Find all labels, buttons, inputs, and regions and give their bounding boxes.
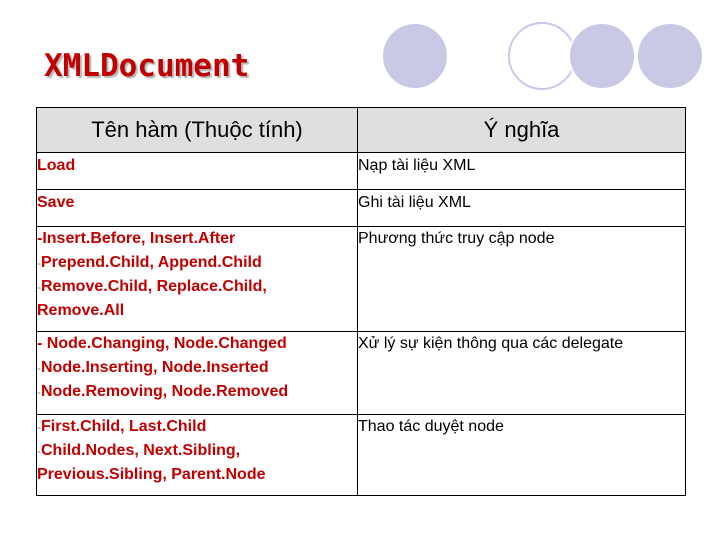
function-line (37, 356, 357, 380)
circle-2 (509, 23, 575, 89)
function-line (37, 275, 357, 299)
meaning-cell (358, 153, 686, 190)
header-function-name: Tên hàm (Thuộc tính) (37, 108, 358, 153)
table-row (37, 332, 686, 415)
function-cell (37, 332, 358, 415)
function-line (37, 251, 357, 275)
header-row (37, 108, 686, 153)
function-line (37, 439, 357, 463)
function-name: Remove.All (37, 302, 125, 319)
circle-3 (569, 23, 635, 89)
xml-document-table (36, 107, 686, 496)
function-cell (37, 153, 358, 190)
function-name: Prepend.Child, Append.Child (41, 254, 262, 271)
bullet-dash: - (37, 361, 41, 375)
header-meaning: Ý nghĩa (358, 108, 686, 153)
slide-title: XMLDocument (44, 48, 250, 84)
meaning-text: Ghi tài liệu XML (358, 194, 471, 211)
circle-4 (637, 23, 703, 89)
meaning-cell (358, 332, 686, 415)
function-cell (37, 415, 358, 496)
meaning-cell (358, 190, 686, 227)
table-row (37, 415, 686, 496)
meaning-text: Xử lý sự kiện thông qua các delegate (358, 335, 624, 352)
function-cell (37, 190, 358, 227)
function-name: Node.Removing, Node.Removed (41, 383, 289, 400)
table-row (37, 227, 686, 332)
function-name: Save (37, 194, 75, 211)
bullet-dash: - (37, 385, 41, 399)
function-name: -Insert.Before, Insert.After (37, 230, 236, 247)
function-name: Node.Inserting, Node.Inserted (41, 359, 269, 376)
bullet-dash: - (37, 256, 41, 270)
table-row (37, 190, 686, 227)
function-name: Previous.Sibling, Parent.Node (37, 466, 266, 483)
meaning-cell (358, 415, 686, 496)
function-name: Child.Nodes, Next.Sibling, (41, 442, 241, 459)
function-cell (37, 227, 358, 332)
function-name: - Node.Changing, Node.Changed (37, 335, 287, 352)
function-line (37, 415, 357, 439)
table-row (37, 153, 686, 190)
function-name: Load (37, 157, 76, 174)
bullet-dash: - (37, 444, 41, 458)
meaning-cell (358, 227, 686, 332)
bullet-dash: - (37, 280, 41, 294)
bullet-dash: - (37, 420, 41, 434)
meaning-text: Nạp tài liệu XML (358, 157, 476, 174)
meaning-text: Thao tác duyệt node (358, 418, 504, 435)
meaning-text: Phương thức truy cập node (358, 230, 555, 247)
function-name: Remove.Child, Replace.Child, (41, 278, 267, 295)
function-line (37, 380, 357, 404)
circle-1 (382, 23, 448, 89)
function-name: First.Child, Last.Child (41, 418, 207, 435)
